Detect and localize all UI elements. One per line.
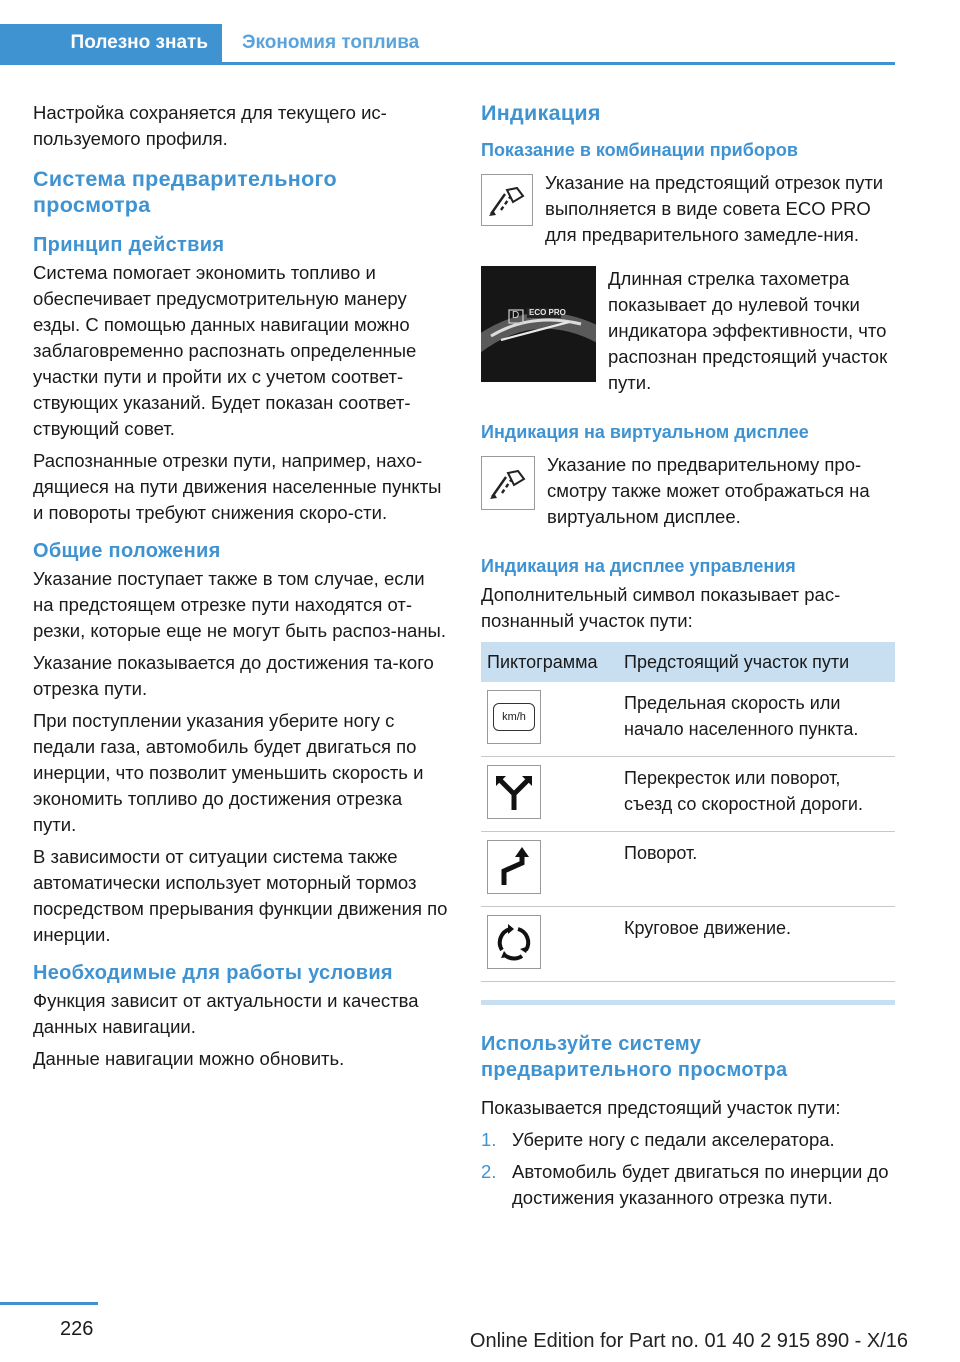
page-number: 226 (60, 1318, 94, 1340)
table-cell-icon (481, 832, 618, 907)
heading-indication: Индикация (481, 101, 601, 125)
speed-limit-kmh-icon (487, 690, 541, 744)
conditions-paragraph-2: Данные навигации можно обновить. (33, 1048, 345, 1069)
general-paragraph-2: Указание показывается до достижения та-кого отрезка пути. (33, 652, 434, 699)
general-paragraph-1: Указание поступает также в том случае, если на предстоящем отрезке пути находятся от-резки, которые еще не могут быть распоз-наны. (33, 568, 446, 641)
heading-preview-system: Система предварительного просмотра (33, 167, 337, 217)
junction-icon (487, 765, 541, 819)
list-item (481, 1159, 896, 1211)
heading-conditions: Необходимые для работы условия (33, 962, 393, 984)
photo-gear-label: D (512, 310, 520, 321)
left-column (33, 100, 448, 1078)
speed-limit-kmh-label: km/h (502, 711, 526, 723)
list-item (481, 1127, 896, 1153)
table-cell-description: Перекресток или поворот, съезд со скоростной дороги. (618, 757, 895, 832)
eco-pro-foot-icon (481, 174, 533, 226)
tab-fuel-economy[interactable]: Экономия топлива (242, 32, 420, 53)
heading-principle: Принцип действия (33, 234, 225, 256)
table-header-icon: Пиктограмма (481, 642, 618, 682)
steps-list (481, 1127, 896, 1211)
header-tabbar (0, 24, 895, 65)
table-cell-icon (481, 682, 618, 757)
photo-eco-pro-label: ECO PRO (529, 308, 566, 317)
cluster-paragraph-1: Указание на предстоящий отрезок пути выполняется в виде совета ECO PRO для предварительного замедле-ния. (545, 172, 884, 245)
general-paragraph-3: При поступлении указания уберите ногу с педали газа, автомобиль будет двигаться по инерции, что позволит уменьшить скорость и экономить топливо до достижения отрезка пути. (33, 710, 424, 835)
page-number-rule (0, 1302, 98, 1305)
table-row (481, 757, 895, 832)
heading-use-system: Используйте систему предварительного просмотра (481, 1033, 788, 1081)
table-header-row (481, 642, 895, 682)
general-paragraph-4: В зависимости от ситуации система также автоматически использует моторный тормоз посредством прерывания функции движения по инерции. (33, 846, 448, 945)
use-paragraph: Показывается предстоящий участок пути: (481, 1097, 841, 1118)
table-row (481, 832, 895, 907)
tab-useful-info[interactable]: Полезно знать (0, 24, 222, 62)
table-cell-description: Круговое движение. (618, 907, 895, 982)
principle-paragraph-2: Распознанные отрезки пути, например, нахо-дящиеся на пути движения населенные пункты и повороты требуют снижения скоро-сти. (33, 450, 442, 523)
intro-text: Настройка сохраняется для текущего ис-пользуемого профиля. (33, 102, 387, 149)
roundabout-icon (487, 915, 541, 969)
table-row (481, 907, 895, 982)
principle-paragraph-1: Система помогает экономить топливо и обеспечивает предусмотрительную манеру езды. С помощью данных навигации можно заблаговременно распознать определенные участки пути и пройти их с учетом соответ-ствующих указаний. Будет показан соответ-ствующий совет. (33, 262, 417, 439)
step-number: 2. (481, 1161, 497, 1182)
hud-eco-pro-foot-icon (481, 456, 535, 510)
tachometer-photo (481, 266, 596, 382)
turn-icon (487, 840, 541, 894)
heading-general: Общие положения (33, 540, 221, 562)
table-header-description: Предстоящий участок пути (618, 642, 895, 682)
cluster-paragraph-2: Длинная стрелка тахометра показывает до нулевой точки индикатора эффективности, что распознан предстоящий участок пути. (608, 268, 888, 393)
step-text: Автомобиль будет двигаться по инерции до достижения указанного отрезка пути. (512, 1161, 889, 1208)
table-bottom-rule (481, 1000, 895, 1005)
heading-control-display: Индикация на дисплее управления (481, 556, 796, 576)
hud-paragraph: Указание по предварительному про-смотру также может отображаться на виртуальном дисплее. (547, 454, 870, 527)
heading-head-up-display: Индикация на виртуальном дисплее (481, 422, 809, 442)
heading-instrument-cluster: Показание в комбинации приборов (481, 140, 798, 160)
table-row (481, 682, 895, 757)
control-display-paragraph: Дополнительный символ показывает рас-познанный участок пути: (481, 584, 841, 631)
table-cell-icon (481, 907, 618, 982)
step-text: Уберите ногу с педали акселератора. (512, 1129, 835, 1150)
conditions-paragraph-1: Функция зависит от актуальности и качества данных навигации. (33, 990, 419, 1037)
right-column (481, 100, 896, 1217)
symbols-table (481, 642, 895, 982)
table-cell-description: Предельная скорость или начало населенного пункта. (618, 682, 895, 757)
step-number: 1. (481, 1129, 497, 1150)
table-cell-icon (481, 757, 618, 832)
table-cell-description: Поворот. (618, 832, 895, 907)
footer-edition: Online Edition for Part no. 01 40 2 915 890 - X/16 (469, 1330, 908, 1352)
